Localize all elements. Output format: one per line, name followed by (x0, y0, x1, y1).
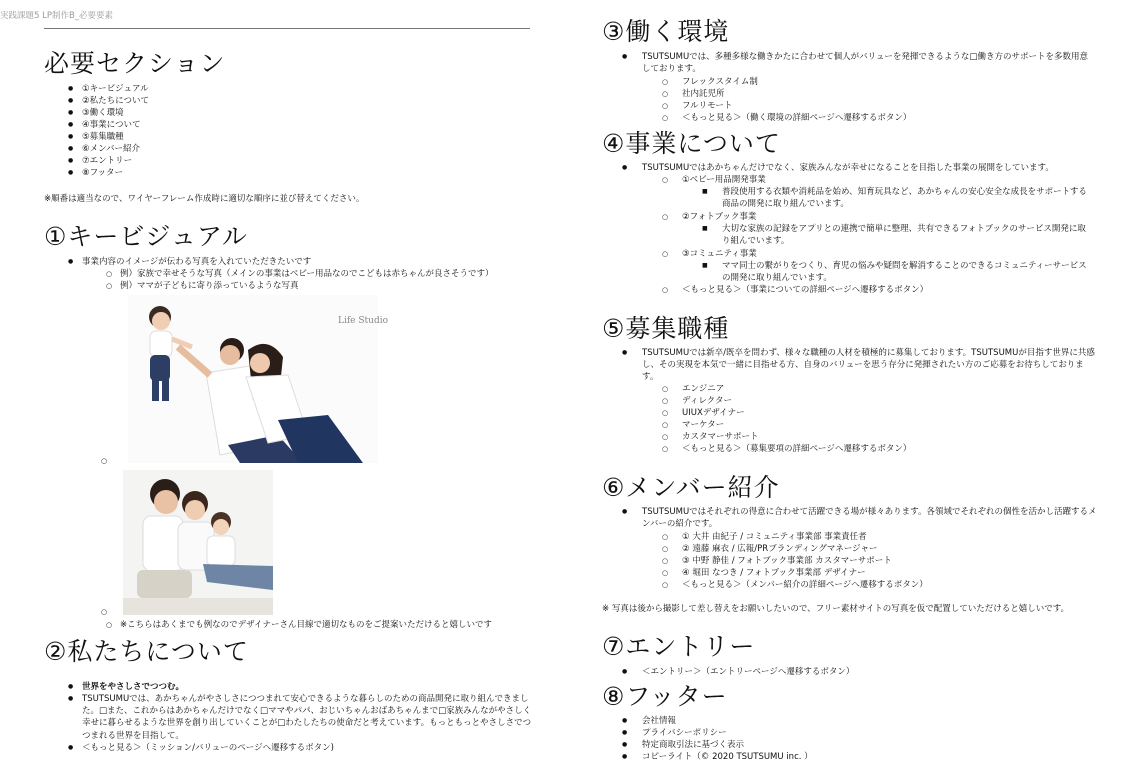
list-item: ○ ＜もっと見る＞（事業についての詳細ページへ遷移するボタン） (662, 284, 928, 296)
list-item: ○ エンジニア (662, 383, 724, 395)
list-item: ○ カスタマーサポート (662, 431, 759, 443)
list-item: ○ ③コミュニティ事業 (662, 248, 757, 260)
list-item: ○ ④ 堀田 なつき / フォトブック事業部 デザイナー (662, 567, 866, 579)
section-title-work-environment: ③働く環境 (602, 17, 730, 46)
list-item: ● 会社情報 (622, 715, 676, 727)
section-title-job-openings: ⑤募集職種 (602, 314, 730, 343)
list-item: ● ⑦エントリー (68, 155, 132, 167)
section-title-footer: ⑧フッター (602, 682, 728, 711)
section-title-business: ④事業について (602, 129, 781, 158)
list-item: ○ ②フォトブック事業 (662, 211, 756, 223)
list-item: ● プライバシーポリシー (622, 727, 727, 739)
list-item: ● ②私たちについて (68, 95, 149, 107)
list-item: ● ③働く環境 (68, 107, 124, 119)
list-item: ● ＜もっと見る＞（ミッション/バリューのページへ遷移するボタン) (68, 742, 334, 754)
list-item: ○ 社内託児所 (662, 88, 725, 100)
list-item: ○ UIUXデザイナー (662, 407, 745, 419)
list-item: ○ ② 遠藤 麻衣 / 広報/PRブランディングマネージャー (662, 543, 878, 555)
order-note: ※順番は適当なので、ワイヤーフレーム作成時に適切な順序に並び替えてください。 (44, 194, 365, 204)
list-item: ● コピーライト（© 2020 TSUTSUMU inc. ） (622, 751, 813, 763)
list-item: ○ ディレクター (662, 395, 732, 407)
list-item: ● 事業内容のイメージが伝わる写真を入れていただきたいです (68, 256, 311, 268)
family-photo-1 (128, 295, 389, 463)
list-item: ○ 例）家族で幸せそうな写真（メインの事業はベビー用品なのでこどもは赤ちゃんが良さそうです） (106, 268, 494, 280)
list-item: ○ ＜もっと見る＞（募集要項の詳細ページへ遷移するボタン） (662, 443, 911, 455)
list-item: ● TSUTSUMUでは新卒/既卒を問わず、様々な職種の人材を積極的に募集しております。TSUTSUMUが目指す世界に共感し、その実現を本気で一緒に目指せる方、自身のバリューを思う存分に発揮されたい方のご応募をお待ちしております。 (622, 347, 1097, 384)
required-sections-title: 必要セクション (44, 49, 226, 78)
section-title-members: ⑥メンバー紹介 (602, 473, 780, 502)
list-item: ● 特定商取引法に基づく表示 (622, 739, 744, 751)
list-item: ○ ① 大井 由紀子 / コミュニティ事業部 事業責任者 (662, 531, 867, 543)
header-divider (44, 28, 530, 29)
list-item: ● ⑤募集職種 (68, 131, 124, 143)
list-item: ○ フルリモート (662, 100, 732, 112)
family-photo-2 (123, 470, 273, 615)
list-item: ● ①キービジュアル (68, 83, 149, 95)
list-item: ○ フレックスタイム制 (662, 76, 758, 88)
list-item: ○ マーケター (662, 419, 724, 431)
list-item: ■ 大切な家族の記録をアプリとの連携で簡単に整理、共有できるフォトブックのサービス開発に取り組んでいます。 (702, 223, 1087, 247)
family-photo-2-illustration (123, 470, 273, 615)
list-item: ○ ①ベビー用品開発事業 (662, 174, 766, 186)
list-item: ● TSUTSUMUではそれぞれの得意に合わせて活躍できる場が様々あります。各領域でそれぞれの個性を活かし活躍するメンバーの紹介です。 (622, 506, 1097, 530)
list-item: ○ ※こちらはあくまでも例なのでデザイナーさん目線で適切なものをご提案いただけると嬉しいです (106, 619, 492, 631)
list-item: ● ＜エントリー＞（エントリーページへ遷移するボタン） (622, 666, 854, 678)
list-item: ■ ママ同士の繋がりをつくり、育児の悩みや疑問を解消することのできるコミュニティーサービスの開発に取り組んでいます。 (702, 260, 1087, 284)
photo-watermark: Life Studio (338, 316, 389, 326)
list-item: ● TSUTSUMUでは、多種多様な働きかたに合わせて個人がバリューを発揮できるような□働き方のサポートを多数用意しております。 (622, 51, 1092, 75)
list-item: ● ⑧フッター (68, 167, 123, 179)
list-item: ○ ＜もっと見る＞（働く環境の詳細ページへ遷移するボタン） (662, 112, 911, 124)
list-item: ○ ③ 中野 静佳 / フォトブック事業部 カスタマーサポート (662, 555, 892, 567)
list-item: ○ 例）ママが子どもに寄り添っているような写真 (106, 280, 299, 292)
family-photo-1-illustration (128, 295, 389, 463)
list-item: ○ ＜もっと見る＞（メンバー紹介の詳細ページへ遷移するボタン） (662, 579, 928, 591)
list-item: ● TSUTSUMUではあかちゃんだけでなく、家族みんなが幸せになることを目指した事業の展開をしています。 (622, 162, 1054, 174)
list-item: ● 世界をやさしさでつつむ。 (68, 681, 184, 693)
list-item: ● ⑥メンバー紹介 (68, 143, 140, 155)
list-item: ● ④事業について (68, 119, 140, 131)
document-header: 実践課題5 LP制作B_必要要素 (0, 11, 114, 21)
section-title-about-us: ②私たちについて (44, 637, 249, 666)
photo-note: ※ 写真は後から撮影して差し替えをお願いしたいので、フリー素材サイトの写真を仮で配置していただけると嬉しいです。 (602, 604, 1070, 614)
list-item: ● TSUTSUMUでは、あかちゃんがやさしさにつつまれて安心できるような暮らしのための商品開発に取り組んできました。□また、これからはあかちゃんだけでなく□ママやパパ、おじいちゃんおばあちゃんまで□家族みんながやさしく幸せに暮らせるような世界を創り出していくことが□わたしたちの使命だと考えています。もっともっとやさしさでつつまれる世界を目指して。 (68, 693, 538, 742)
section-title-key-visual: ①キービジュアル (44, 222, 248, 251)
section-title-entry: ⑦エントリー (602, 632, 756, 661)
list-item: ■ 普段使用する衣類や消耗品を始め、知育玩具など、あかちゃんの安心安全な成長をサポートする商品の開発に取り組んでいます。 (702, 186, 1087, 210)
